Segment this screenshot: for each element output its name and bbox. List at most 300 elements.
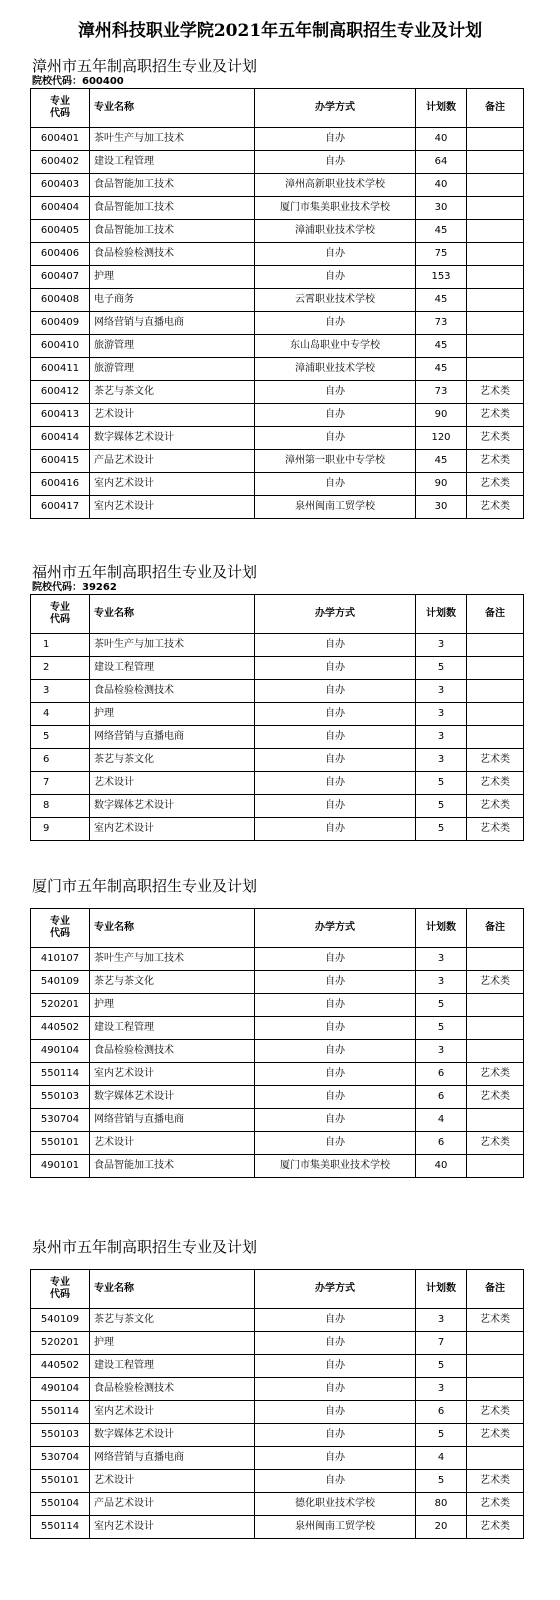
cell-name: 护理 xyxy=(90,1332,255,1355)
cell-note: 艺术类 xyxy=(467,1086,524,1109)
cell-code: 550114 xyxy=(31,1401,90,1424)
cell-mode: 自办 xyxy=(255,1470,416,1493)
cell-plan: 3 xyxy=(416,948,467,971)
cell-code: 5 xyxy=(31,726,90,749)
cell-plan: 5 xyxy=(416,772,467,795)
cell-name: 室内艺术设计 xyxy=(90,1516,255,1539)
section-title: 厦门市五年制高职招生专业及计划 xyxy=(32,877,258,895)
cell-plan: 73 xyxy=(416,312,467,335)
cell-note xyxy=(467,312,524,335)
cell-mode: 自办 xyxy=(255,1378,416,1401)
cell-mode: 自办 xyxy=(255,1355,416,1378)
cell-name: 网络营销与直播电商 xyxy=(90,312,255,335)
table-row xyxy=(31,634,524,657)
table-row xyxy=(31,772,524,795)
cell-note: 艺术类 xyxy=(467,772,524,795)
cell-code: 4 xyxy=(31,703,90,726)
cell-mode: 自办 xyxy=(255,1401,416,1424)
cell-plan: 6 xyxy=(416,1063,467,1086)
cell-plan: 3 xyxy=(416,971,467,994)
table-row xyxy=(31,1086,524,1109)
cell-note xyxy=(467,220,524,243)
cell-plan: 3 xyxy=(416,1040,467,1063)
cell-code: 8 xyxy=(31,795,90,818)
cell-plan: 75 xyxy=(416,243,467,266)
table-header-row xyxy=(31,595,524,634)
cell-note: 艺术类 xyxy=(467,1132,524,1155)
school-code xyxy=(30,1257,516,1269)
cell-mode: 自办 xyxy=(255,1447,416,1470)
table-row xyxy=(31,818,524,841)
cell-code: 440502 xyxy=(31,1017,90,1040)
cell-note xyxy=(467,1447,524,1470)
table-row xyxy=(31,795,524,818)
cell-note xyxy=(467,1355,524,1378)
cell-name: 护理 xyxy=(90,994,255,1017)
cell-code: 7 xyxy=(31,772,90,795)
cell-mode: 自办 xyxy=(255,948,416,971)
cell-mode: 自办 xyxy=(255,680,416,703)
cell-note xyxy=(467,657,524,680)
cell-name: 数字媒体艺术设计 xyxy=(90,795,255,818)
table-row xyxy=(31,1017,524,1040)
cell-mode: 自办 xyxy=(255,404,416,427)
cell-note: 艺术类 xyxy=(467,1063,524,1086)
cell-code: 600414 xyxy=(31,427,90,450)
cell-plan: 6 xyxy=(416,1132,467,1155)
cell-mode: 自办 xyxy=(255,772,416,795)
cell-mode: 云霄职业技术学校 xyxy=(255,289,416,312)
cell-mode: 德化职业技术学校 xyxy=(255,1493,416,1516)
cell-plan: 153 xyxy=(416,266,467,289)
table-row xyxy=(31,657,524,680)
cell-mode: 自办 xyxy=(255,994,416,1017)
cell-note: 艺术类 xyxy=(467,1470,524,1493)
header-plan: 计划数 xyxy=(416,89,467,128)
table-row xyxy=(31,450,524,473)
table-header-row xyxy=(31,909,524,948)
table-row xyxy=(31,335,524,358)
cell-plan: 3 xyxy=(416,634,467,657)
table-row xyxy=(31,994,524,1017)
cell-code: 600402 xyxy=(31,151,90,174)
cell-plan: 64 xyxy=(416,151,467,174)
cell-note xyxy=(467,1040,524,1063)
cell-name: 网络营销与直播电商 xyxy=(90,726,255,749)
cell-name: 茶艺与茶文化 xyxy=(90,971,255,994)
cell-mode: 东山岛职业中专学校 xyxy=(255,335,416,358)
cell-name: 室内艺术设计 xyxy=(90,496,255,519)
cell-plan: 3 xyxy=(416,749,467,772)
cell-code: 600409 xyxy=(31,312,90,335)
table-row xyxy=(31,151,524,174)
cell-note xyxy=(467,151,524,174)
cell-plan: 3 xyxy=(416,726,467,749)
cell-name: 食品检验检测技术 xyxy=(90,1040,255,1063)
cell-mode: 自办 xyxy=(255,128,416,151)
cell-note: 艺术类 xyxy=(467,1401,524,1424)
cell-code: 600417 xyxy=(31,496,90,519)
cell-note: 艺术类 xyxy=(467,971,524,994)
header-code-label: 专业 代码 xyxy=(50,916,70,939)
cell-mode: 自办 xyxy=(255,703,416,726)
cell-code: 600411 xyxy=(31,358,90,381)
cell-mode: 泉州闽南工贸学校 xyxy=(255,496,416,519)
school-code: 院校代码：600400 xyxy=(32,76,124,87)
header-code-label: 专业 代码 xyxy=(50,96,70,119)
cell-name: 产品艺术设计 xyxy=(90,450,255,473)
cell-plan: 5 xyxy=(416,657,467,680)
cell-name: 网络营销与直播电商 xyxy=(90,1447,255,1470)
header-note: 备注 xyxy=(467,89,524,128)
table-row xyxy=(31,1378,524,1401)
cell-code: 600401 xyxy=(31,128,90,151)
cell-code: 520201 xyxy=(31,994,90,1017)
cell-name: 艺术设计 xyxy=(90,1132,255,1155)
cell-plan: 40 xyxy=(416,174,467,197)
table-row xyxy=(31,1401,524,1424)
cell-mode: 泉州闽南工贸学校 xyxy=(255,1516,416,1539)
cell-plan: 73 xyxy=(416,381,467,404)
cell-note xyxy=(467,634,524,657)
header-mode: 办学方式 xyxy=(255,595,416,634)
table-row xyxy=(31,1493,524,1516)
table-row xyxy=(31,197,524,220)
cell-name: 食品智能加工技术 xyxy=(90,1155,255,1178)
table-row xyxy=(31,220,524,243)
cell-code: 600405 xyxy=(31,220,90,243)
cell-code: 3 xyxy=(31,680,90,703)
table-row xyxy=(31,1132,524,1155)
cell-code: 410107 xyxy=(31,948,90,971)
cell-code: 490104 xyxy=(31,1378,90,1401)
table-row xyxy=(31,128,524,151)
cell-name: 旅游管理 xyxy=(90,358,255,381)
cell-code: 530704 xyxy=(31,1109,90,1132)
section-fuzhou xyxy=(30,562,516,841)
cell-note: 艺术类 xyxy=(467,749,524,772)
cell-plan: 45 xyxy=(416,450,467,473)
cell-mode: 漳州第一职业中专学校 xyxy=(255,450,416,473)
table-row xyxy=(31,1063,524,1086)
cell-name: 数字媒体艺术设计 xyxy=(90,1086,255,1109)
cell-plan: 30 xyxy=(416,496,467,519)
cell-note xyxy=(467,174,524,197)
cell-code: 600408 xyxy=(31,289,90,312)
cell-mode: 漳州高新职业技术学校 xyxy=(255,174,416,197)
header-note: 备注 xyxy=(467,1270,524,1309)
table-header-row xyxy=(31,89,524,128)
cell-plan: 7 xyxy=(416,1332,467,1355)
cell-note: 艺术类 xyxy=(467,795,524,818)
cell-name: 护理 xyxy=(90,266,255,289)
cell-plan: 120 xyxy=(416,427,467,450)
header-code xyxy=(31,89,90,128)
header-name: 专业名称 xyxy=(90,595,255,634)
cell-plan: 90 xyxy=(416,473,467,496)
table-row xyxy=(31,312,524,335)
table-row xyxy=(31,1332,524,1355)
table-row xyxy=(31,726,524,749)
cell-note xyxy=(467,266,524,289)
cell-mode: 厦门市集美职业技术学校 xyxy=(255,197,416,220)
table-row xyxy=(31,1109,524,1132)
cell-name: 食品智能加工技术 xyxy=(90,174,255,197)
cell-mode: 自办 xyxy=(255,1063,416,1086)
cell-note xyxy=(467,358,524,381)
table-row xyxy=(31,174,524,197)
table-row xyxy=(31,948,524,971)
table-row xyxy=(31,1424,524,1447)
header-mode: 办学方式 xyxy=(255,909,416,948)
cell-mode: 自办 xyxy=(255,1309,416,1332)
cell-mode: 自办 xyxy=(255,427,416,450)
table-row xyxy=(31,1516,524,1539)
table-body xyxy=(31,634,524,841)
header-note: 备注 xyxy=(467,595,524,634)
table-row xyxy=(31,1470,524,1493)
cell-note: 艺术类 xyxy=(467,450,524,473)
cell-mode: 自办 xyxy=(255,1017,416,1040)
cell-mode: 自办 xyxy=(255,657,416,680)
cell-name: 建设工程管理 xyxy=(90,657,255,680)
cell-mode: 自办 xyxy=(255,1086,416,1109)
cell-code: 600406 xyxy=(31,243,90,266)
table-row xyxy=(31,1040,524,1063)
table-row xyxy=(31,496,524,519)
cell-plan: 3 xyxy=(416,1378,467,1401)
table-row xyxy=(31,1155,524,1178)
cell-plan: 4 xyxy=(416,1447,467,1470)
header-code xyxy=(31,1270,90,1309)
cell-note: 艺术类 xyxy=(467,1493,524,1516)
cell-code: 490104 xyxy=(31,1040,90,1063)
cell-note xyxy=(467,680,524,703)
cell-plan: 6 xyxy=(416,1086,467,1109)
cell-note: 艺术类 xyxy=(467,1516,524,1539)
header-code xyxy=(31,909,90,948)
cell-name: 艺术设计 xyxy=(90,772,255,795)
cell-name: 茶艺与茶文化 xyxy=(90,381,255,404)
cell-plan: 40 xyxy=(416,128,467,151)
cell-mode: 自办 xyxy=(255,473,416,496)
cell-note: 艺术类 xyxy=(467,427,524,450)
cell-name: 茶叶生产与加工技术 xyxy=(90,634,255,657)
cell-note: 艺术类 xyxy=(467,1424,524,1447)
header-name: 专业名称 xyxy=(90,1270,255,1309)
cell-code: 540109 xyxy=(31,1309,90,1332)
cell-plan: 5 xyxy=(416,795,467,818)
cell-name: 建设工程管理 xyxy=(90,1017,255,1040)
table-header-row xyxy=(31,1270,524,1309)
cell-code: 600413 xyxy=(31,404,90,427)
cell-mode: 自办 xyxy=(255,1109,416,1132)
cell-plan: 90 xyxy=(416,404,467,427)
cell-plan: 80 xyxy=(416,1493,467,1516)
cell-code: 9 xyxy=(31,818,90,841)
cell-name: 艺术设计 xyxy=(90,1470,255,1493)
section-zhangzhou xyxy=(30,56,516,519)
cell-code: 540109 xyxy=(31,971,90,994)
plan-table xyxy=(30,908,524,1178)
cell-name: 室内艺术设计 xyxy=(90,473,255,496)
cell-note xyxy=(467,1155,524,1178)
cell-note xyxy=(467,994,524,1017)
cell-name: 产品艺术设计 xyxy=(90,1493,255,1516)
cell-mode: 自办 xyxy=(255,381,416,404)
cell-note xyxy=(467,128,524,151)
cell-note xyxy=(467,1332,524,1355)
cell-plan: 5 xyxy=(416,1355,467,1378)
cell-code: 440502 xyxy=(31,1355,90,1378)
cell-plan: 4 xyxy=(416,1109,467,1132)
cell-code: 600410 xyxy=(31,335,90,358)
cell-name: 食品检验检测技术 xyxy=(90,1378,255,1401)
table-row xyxy=(31,289,524,312)
header-plan: 计划数 xyxy=(416,909,467,948)
cell-name: 食品智能加工技术 xyxy=(90,220,255,243)
cell-mode: 自办 xyxy=(255,312,416,335)
header-code-label: 专业 代码 xyxy=(50,602,70,625)
cell-plan: 6 xyxy=(416,1401,467,1424)
cell-mode: 自办 xyxy=(255,971,416,994)
cell-code: 550114 xyxy=(31,1516,90,1539)
table-row xyxy=(31,358,524,381)
cell-name: 旅游管理 xyxy=(90,335,255,358)
cell-note xyxy=(467,289,524,312)
cell-mode: 漳浦职业技术学校 xyxy=(255,358,416,381)
cell-plan: 5 xyxy=(416,1017,467,1040)
cell-plan: 40 xyxy=(416,1155,467,1178)
cell-plan: 5 xyxy=(416,818,467,841)
cell-note xyxy=(467,243,524,266)
table-row xyxy=(31,381,524,404)
section-title: 福州市五年制高职招生专业及计划 xyxy=(32,563,258,581)
cell-plan: 45 xyxy=(416,220,467,243)
cell-name: 室内艺术设计 xyxy=(90,1401,255,1424)
cell-name: 数字媒体艺术设计 xyxy=(90,1424,255,1447)
table-body xyxy=(31,128,524,519)
header-code xyxy=(31,595,90,634)
cell-code: 600407 xyxy=(31,266,90,289)
table-row xyxy=(31,680,524,703)
school-code xyxy=(30,896,516,908)
document-title: 漳州科技职业学院2021年五年制高职招生专业及计划 xyxy=(77,21,483,41)
cell-name: 茶艺与茶文化 xyxy=(90,1309,255,1332)
cell-code: 600415 xyxy=(31,450,90,473)
cell-name: 护理 xyxy=(90,703,255,726)
cell-note xyxy=(467,726,524,749)
table-row xyxy=(31,703,524,726)
header-name: 专业名称 xyxy=(90,909,255,948)
cell-code: 550103 xyxy=(31,1086,90,1109)
cell-mode: 自办 xyxy=(255,151,416,174)
cell-plan: 5 xyxy=(416,994,467,1017)
cell-mode: 自办 xyxy=(255,266,416,289)
cell-mode: 自办 xyxy=(255,1332,416,1355)
cell-code: 600416 xyxy=(31,473,90,496)
header-mode: 办学方式 xyxy=(255,89,416,128)
cell-name: 茶艺与茶文化 xyxy=(90,749,255,772)
cell-name: 艺术设计 xyxy=(90,404,255,427)
table-row xyxy=(31,1309,524,1332)
cell-mode: 自办 xyxy=(255,726,416,749)
cell-mode: 自办 xyxy=(255,749,416,772)
cell-note: 艺术类 xyxy=(467,818,524,841)
cell-name: 茶叶生产与加工技术 xyxy=(90,948,255,971)
cell-mode: 自办 xyxy=(255,818,416,841)
cell-mode: 漳浦职业技术学校 xyxy=(255,220,416,243)
cell-code: 600404 xyxy=(31,197,90,220)
cell-mode: 自办 xyxy=(255,795,416,818)
cell-code: 550103 xyxy=(31,1424,90,1447)
cell-code: 2 xyxy=(31,657,90,680)
cell-mode: 自办 xyxy=(255,634,416,657)
cell-mode: 自办 xyxy=(255,243,416,266)
cell-name: 食品检验检测技术 xyxy=(90,680,255,703)
table-row xyxy=(31,971,524,994)
table-row xyxy=(31,1447,524,1470)
cell-name: 室内艺术设计 xyxy=(90,1063,255,1086)
table-body xyxy=(31,948,524,1178)
header-mode: 办学方式 xyxy=(255,1270,416,1309)
cell-name: 建设工程管理 xyxy=(90,151,255,174)
cell-note xyxy=(467,948,524,971)
cell-plan: 3 xyxy=(416,703,467,726)
cell-code: 6 xyxy=(31,749,90,772)
cell-plan: 5 xyxy=(416,1470,467,1493)
section-quanzhou xyxy=(30,1237,516,1539)
cell-name: 食品检验检测技术 xyxy=(90,243,255,266)
section-title: 泉州市五年制高职招生专业及计划 xyxy=(32,1238,258,1256)
cell-code: 520201 xyxy=(31,1332,90,1355)
table-row xyxy=(31,243,524,266)
cell-name: 电子商务 xyxy=(90,289,255,312)
cell-note xyxy=(467,1017,524,1040)
plan-table xyxy=(30,88,524,519)
header-plan: 计划数 xyxy=(416,595,467,634)
cell-note: 艺术类 xyxy=(467,404,524,427)
section-xiamen xyxy=(30,876,516,1178)
table-row xyxy=(31,266,524,289)
header-plan: 计划数 xyxy=(416,1270,467,1309)
cell-plan: 3 xyxy=(416,1309,467,1332)
header-note: 备注 xyxy=(467,909,524,948)
table-body xyxy=(31,1309,524,1539)
cell-plan: 45 xyxy=(416,289,467,312)
cell-code: 530704 xyxy=(31,1447,90,1470)
cell-code: 550104 xyxy=(31,1493,90,1516)
cell-plan: 45 xyxy=(416,358,467,381)
cell-code: 550114 xyxy=(31,1063,90,1086)
cell-plan: 30 xyxy=(416,197,467,220)
cell-note xyxy=(467,197,524,220)
table-row xyxy=(31,749,524,772)
cell-name: 食品智能加工技术 xyxy=(90,197,255,220)
cell-plan: 45 xyxy=(416,335,467,358)
header-code-label: 专业 代码 xyxy=(50,1277,70,1300)
section-title: 漳州市五年制高职招生专业及计划 xyxy=(32,57,258,75)
cell-code: 1 xyxy=(31,634,90,657)
cell-note: 艺术类 xyxy=(467,473,524,496)
header-name: 专业名称 xyxy=(90,89,255,128)
cell-note xyxy=(467,1109,524,1132)
table-row xyxy=(31,1355,524,1378)
table-row xyxy=(31,427,524,450)
cell-name: 建设工程管理 xyxy=(90,1355,255,1378)
cell-note xyxy=(467,1378,524,1401)
cell-plan: 5 xyxy=(416,1424,467,1447)
